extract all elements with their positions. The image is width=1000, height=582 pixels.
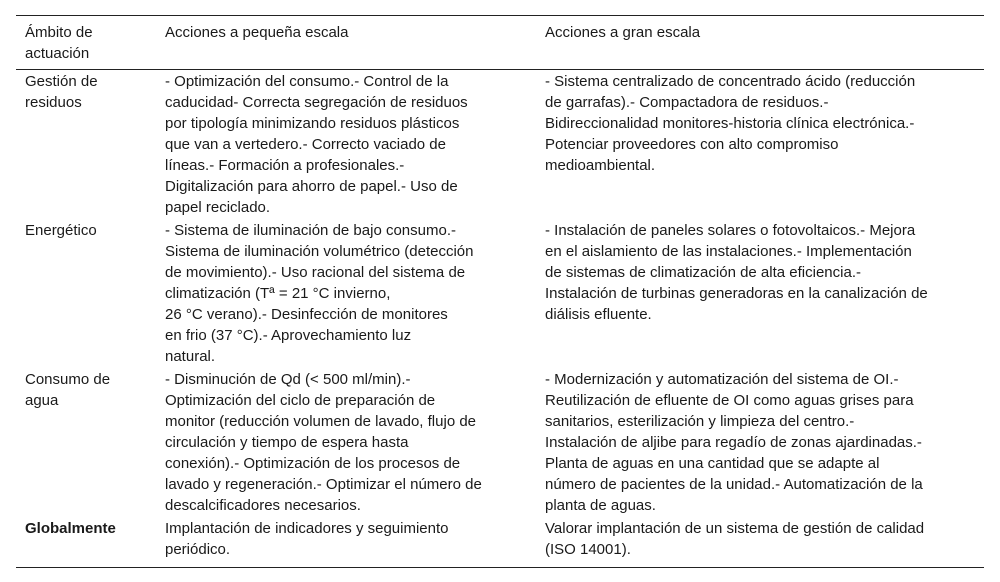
table-bottom-rule (16, 567, 984, 568)
row-ambito: Gestión de residuos (25, 73, 98, 111)
row-pequena-escala: - Optimización del consumo.- Control de la caducidad- Correcta segregación de residuos por tipología minimizando residuos plásticos que van a vertedero.- Correcto vaciado de líneas.- Formación a profesionales.- Digitalización para ahorro de papel.- Uso de papel reciclado. (165, 73, 468, 216)
row-pequena-escala: - Disminución de Qd (< 500 ml/min).- Optimización del ciclo de preparación de monitor (reducción volumen de lavado, flujo de circulación y tiempo de espera hasta conexión).- Optimización de los procesos de lavado y regeneración.- Optimizar el número de descalcificadores necesarios. (165, 371, 482, 514)
row-pequena-escala: Implantación de indicadores y seguimiento periódico. (165, 520, 449, 558)
row-ambito: Globalmente (25, 520, 116, 537)
row-gran-escala: Valorar implantación de un sistema de gestión de calidad (ISO 14001). (545, 520, 925, 558)
row-pequena-escala: - Sistema de iluminación de bajo consumo.- Sistema de iluminación volumétrico (detección de movimiento).- Uso racional del sistema de climatización (Tª = 21 °C invierno, 26 °C verano).- Desinfección de monitores en frio (37 °C).- Aprovechamiento luz natural. (165, 222, 474, 365)
table-top-rule (16, 15, 984, 16)
row-gran-escala: - Modernización y automatización del sistema de OI.- Reutilización de efluente de OI como aguas grises para sanitarios, esterilización y limpieza del centro.- Instalación de aljibe para regadío de zonas ajardinadas.- Planta de aguas en una cantidad que se adapte al número de pacientes de la unidad.- Automatización de la planta de aguas. (545, 371, 923, 514)
row-gran-escala: - Instalación de paneles solares o fotovoltaicos.- Mejora en el aislamiento de las instalaciones.- Implementación de sistemas de climatización de alta eficiencia.- Instalación de turbinas generadoras en la canalización de diálisis efluente. (545, 222, 928, 323)
header-pequena-escala: Acciones a pequeña escala (165, 24, 349, 41)
header-ambito: Ámbito de actuación (25, 24, 93, 62)
row-ambito: Energético (25, 222, 97, 239)
row-ambito: Consumo de agua (25, 371, 111, 409)
row-gran-escala: - Sistema centralizado de concentrado ácido (reducción de garrafas).- Compactadora de residuos.- Bidireccionalidad monitores-historia clínica electrónica.- Potenciar proveedores con alto compromiso medioambiental. (545, 73, 916, 174)
table-header-rule (16, 69, 984, 70)
header-gran-escala: Acciones a gran escala (545, 24, 701, 41)
